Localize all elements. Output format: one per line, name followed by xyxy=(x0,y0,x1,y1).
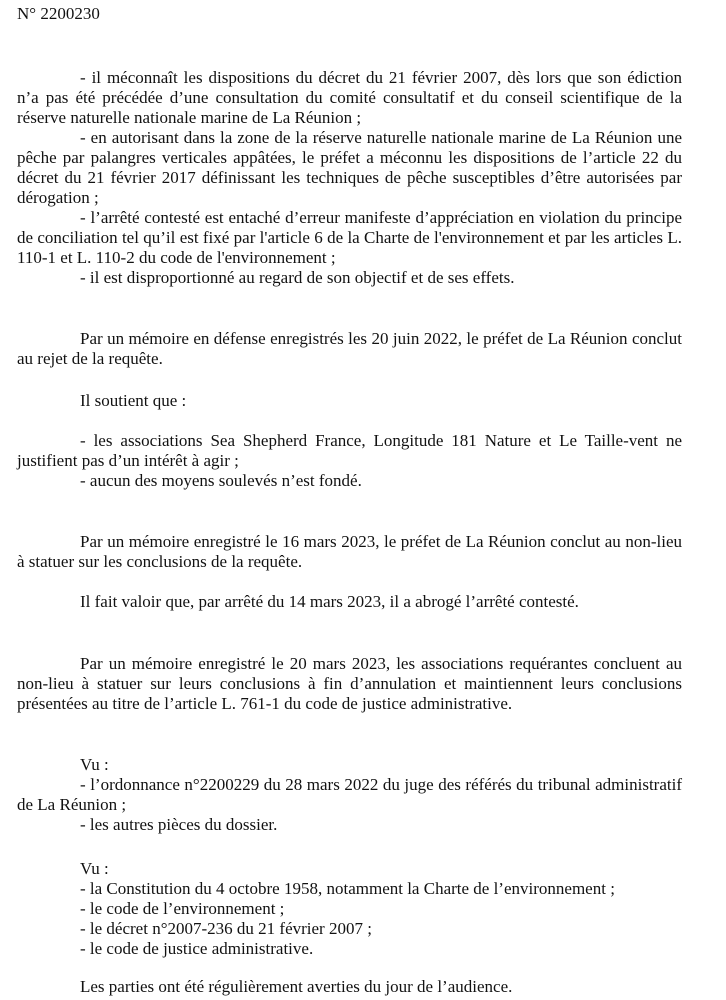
paragraph: - en autorisant dans la zone de la réserve naturelle nationale marine de La Réunion une pêche par palangres verticales appâtées, le préfet a méconnu les dispositions de l’article 22 du décret du 21 février 2017 définissant les techniques de pêche susceptibles d’être autorisées par dérogation ; xyxy=(17,128,682,207)
paragraph: - le décret n°2007-236 du 21 février 2007 ; xyxy=(80,919,372,938)
paragraph: - l’ordonnance n°2200229 du 28 mars 2022 du juge des référés du tribunal administratif de La Réunion ; xyxy=(17,775,682,814)
paragraph: - les associations Sea Shepherd France, Longitude 181 Nature et Le Taille-vent ne justifient pas d’un intérêt à agir ; xyxy=(17,431,682,470)
paragraph: Il soutient que : xyxy=(80,391,187,410)
paragraph: Par un mémoire enregistré le 20 mars 2023, les associations requérantes concluent au non-lieu à statuer sur leurs conclusions à fin d’annulation et maintiennent leurs conclusions présentées au titre de l’article L. 761-1 du code de justice administrative. xyxy=(17,654,682,713)
paragraph: - la Constitution du 4 octobre 1958, notamment la Charte de l’environnement ; xyxy=(80,879,615,898)
paragraph: - les autres pièces du dossier. xyxy=(80,815,278,834)
paragraph: Les parties ont été régulièrement averties du jour de l’audience. xyxy=(80,977,513,996)
paragraph: - le code de l’environnement ; xyxy=(80,899,285,918)
paragraph: - il méconnaît les dispositions du décret du 21 février 2007, dès lors que son édiction n’a pas été précédée d’une consultation du comité consultatif et du conseil scientifique de la réserve naturelle nationale marine de La Réunion ; xyxy=(17,68,682,127)
paragraph: - aucun des moyens soulevés n’est fondé. xyxy=(80,471,362,490)
paragraph: Vu : xyxy=(80,859,109,878)
paragraph: - l’arrêté contesté est entaché d’erreur manifeste d’appréciation en violation du principe de conciliation tel qu’il est fixé par l'article 6 de la Charte de l'environnement et par les articles L. 110-1 et L. 110-2 du code de l'environnement ; xyxy=(17,208,682,267)
paragraph: Il fait valoir que, par arrêté du 14 mars 2023, il a abrogé l’arrêté contesté. xyxy=(80,592,579,611)
paragraph: - il est disproportionné au regard de son objectif et de ses effets. xyxy=(80,268,515,287)
paragraph: Vu : xyxy=(80,755,109,774)
paragraph: Par un mémoire enregistré le 16 mars 2023, le préfet de La Réunion conclut au non-lieu à statuer sur les conclusions de la requête. xyxy=(17,532,682,571)
case-number: N° 2200230 xyxy=(17,4,100,23)
paragraph: - le code de justice administrative. xyxy=(80,939,314,958)
paragraph: Par un mémoire en défense enregistrés les 20 juin 2022, le préfet de La Réunion conclut au rejet de la requête. xyxy=(17,329,682,368)
